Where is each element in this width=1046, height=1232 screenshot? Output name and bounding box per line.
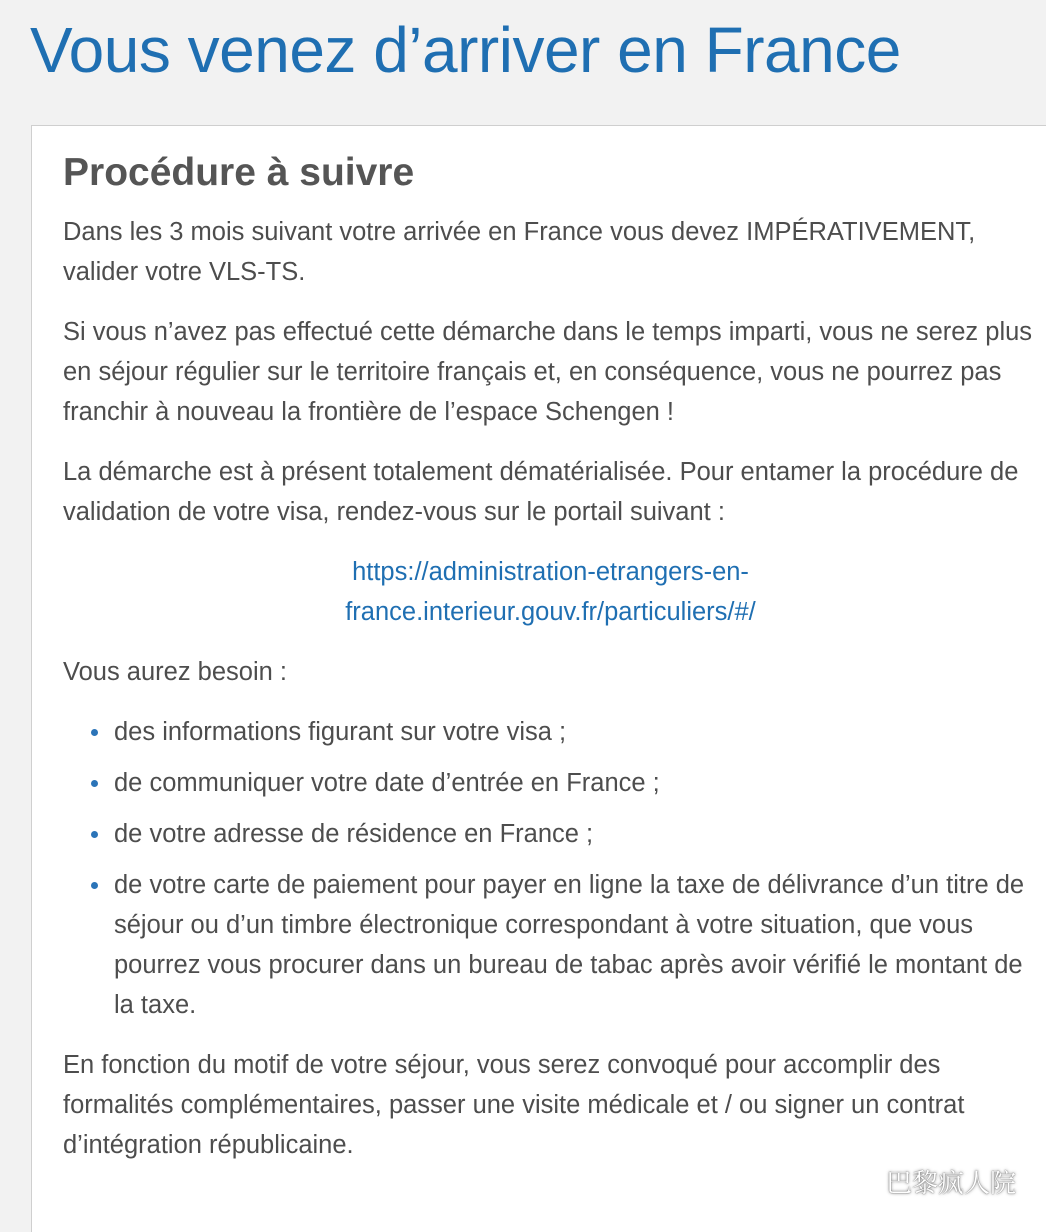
bullet-icon: [91, 882, 98, 889]
list-item: [83, 865, 1044, 1025]
content-panel: [31, 125, 1046, 1232]
list-item-text: de votre adresse de résidence en France ;: [114, 820, 594, 848]
list-item: [83, 712, 1044, 752]
list-item: [83, 763, 1044, 803]
page-title: Vous venez d’arriver en France: [30, 14, 901, 86]
wechat-icon: [840, 1167, 878, 1197]
list-item-text: des informations figurant sur votre visa ;: [114, 718, 567, 746]
list-item-text: de communiquer votre date d’entrée en France ;: [114, 769, 660, 797]
portal-link-block: [63, 552, 1038, 632]
needs-list: [63, 712, 1046, 1025]
paragraph-deadline: Dans les 3 mois suivant votre arrivée en France vous devez IMPÉRATIVEMENT, valider votre VLS-TS.: [63, 218, 976, 286]
paragraph-warning: Si vous n’avez pas effectué cette démarche dans le temps imparti, vous ne serez plus en séjour régulier sur le territoire français et, en conséquence, vous ne pourrez pas franchir à nouveau la frontière de l’espace Schengen !: [63, 318, 1033, 426]
portal-link-line-1: https://administration-etrangers-en-: [352, 558, 749, 586]
needs-intro: Vous aurez besoin :: [63, 658, 287, 686]
paragraph-procedure: La démarche est à présent totalement dématérialisée. Pour entamer la procédure de validation de votre visa, rendez-vous sur le portail suivant :: [63, 458, 1019, 526]
list-item: [83, 814, 1044, 854]
watermark-text: 巴黎疯人院: [885, 1169, 1016, 1199]
watermark: [840, 1163, 1016, 1200]
section-heading: Procédure à suivre: [63, 151, 415, 194]
portal-link[interactable]: [345, 558, 756, 626]
bullet-icon: [91, 729, 98, 736]
list-item-text: de votre carte de paiement pour payer en ligne la taxe de délivrance d’un titre de séjour ou d’un timbre électronique correspondant à votre situation, que vous pourrez vous procurer dans un bureau de tabac après avoir vérifié le montant de la taxe.: [114, 871, 1025, 1019]
portal-link-line-2: france.interieur.gouv.fr/particuliers/#/: [345, 598, 756, 626]
bullet-icon: [91, 780, 98, 787]
bullet-icon: [91, 831, 98, 838]
paragraph-closing: En fonction du motif de votre séjour, vous serez convoqué pour accomplir des formalités complémentaires, passer une visite médicale et / ou signer un contrat d’intégration républicaine.: [63, 1051, 965, 1159]
